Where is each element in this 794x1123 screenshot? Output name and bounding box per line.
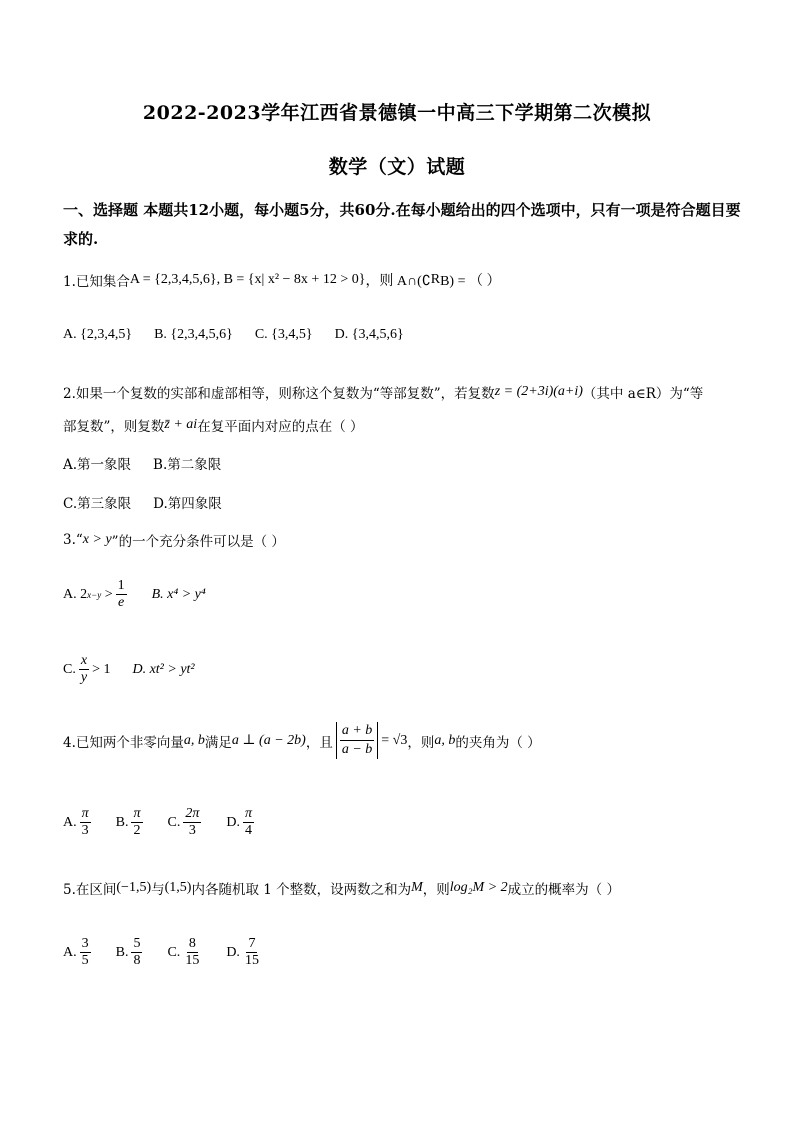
- question-2-line-1: [63, 382, 703, 402]
- q1-sub: R: [430, 272, 441, 287]
- q5-option-b-num: 5: [133, 936, 141, 951]
- q3-text-post: ”的一个充分条件可以是（ ）: [111, 534, 285, 550]
- q5-option-d: [226, 936, 264, 969]
- q5-mid2: 内各随机取 1 个整数，设两数之和为: [191, 882, 412, 898]
- q5-option-c-fraction: [183, 936, 201, 969]
- q3-option-c-fraction: [79, 653, 89, 686]
- q5-option-a: [63, 936, 94, 969]
- q3-option-c-label: C.: [63, 661, 76, 677]
- q1-prefix: 1.已知集合: [63, 274, 130, 290]
- q2-line1-pre: 2.如果一个复数的实部和虚部相等，则称这个复数为“等部复数”，若复数: [63, 386, 495, 402]
- q5-interval-2: (1,5): [164, 880, 192, 895]
- q4-option-b-den: 2: [133, 823, 141, 838]
- q4-mid2: ，且: [305, 734, 333, 751]
- q1-ask: ，则 A∩(∁: [365, 274, 431, 289]
- q4-option-b-num: π: [133, 806, 141, 821]
- q5-option-c-label: C.: [167, 944, 181, 960]
- q4-option-d-label: D.: [226, 814, 240, 830]
- q2-line2-post: 在复平面内对应的点在（ ）: [197, 419, 364, 435]
- q5-option-b-fraction: [131, 936, 142, 969]
- q5-mid1: 与: [151, 882, 165, 898]
- q2-options-row-2: [63, 492, 244, 512]
- q2-option-b: B.第二象限: [153, 457, 222, 473]
- q3-option-b: B. x⁴ > y⁴: [151, 586, 206, 602]
- q2-line1-post: （其中 a∈R）为“等: [582, 386, 704, 402]
- q4-option-d: [226, 806, 257, 839]
- q5-options: [63, 936, 286, 969]
- q3-option-c-rhs: > 1: [92, 661, 111, 677]
- q3-options-row-2: [63, 653, 217, 686]
- q4-option-a-den: 3: [81, 823, 89, 838]
- q4-option-b: [116, 806, 146, 839]
- q3-option-a: [63, 578, 130, 611]
- q2-expr2: z̄ + ai: [164, 417, 198, 432]
- q2-expr: z = (2+3i)(a+i): [494, 384, 583, 399]
- q4-abs-den: a − b: [341, 742, 373, 757]
- q4-option-d-fraction: [243, 806, 254, 839]
- q4-option-c-num: 2π: [185, 806, 200, 821]
- q5-option-d-den: 15: [244, 953, 259, 968]
- q3-option-c-den: y: [80, 670, 88, 685]
- q3-option-a-den: e: [117, 595, 125, 610]
- section-heading: 一、选择题 本题共12小题，每小题5分，共60分.在每小题给出的四个选项中，只有一项是符合题目要求的.: [63, 201, 741, 248]
- q4-option-b-label: B.: [115, 814, 129, 830]
- q1-set-a: A = {2,3,4,5,6}: [129, 272, 217, 287]
- q5-option-d-label: D.: [226, 944, 240, 960]
- q2-option-d: D.第四象限: [153, 496, 222, 512]
- q3-option-a-fraction: [116, 578, 127, 611]
- q2-line2-pre: 部复数”，则复数: [63, 419, 165, 435]
- q2-option-c: C.第三象限: [63, 496, 132, 512]
- q5-option-c-num: 8: [188, 936, 196, 951]
- q4-abs-num: a + b: [340, 722, 374, 741]
- exam-subtitle: 数学（文）试题: [328, 156, 466, 178]
- q4-vecs-2: a, b: [434, 732, 456, 748]
- q4-option-a: [63, 806, 94, 839]
- q3-option-c-num: x: [80, 653, 88, 668]
- q2-option-a: A.第一象限: [63, 457, 132, 473]
- question-3: [63, 530, 285, 550]
- question-4: [63, 722, 541, 759]
- q5-option-d-fraction: [243, 936, 261, 969]
- q4-vecs: a, b: [183, 732, 205, 748]
- q4-option-a-fraction: [80, 806, 91, 839]
- q4-options: [63, 806, 279, 839]
- q3-option-c: [63, 653, 110, 686]
- q5-option-b: [116, 936, 146, 969]
- q5-pre: 5.在区间: [63, 882, 117, 898]
- q5-log: log₂M > 2: [449, 880, 508, 895]
- q5-post: 成立的概率为（ ）: [507, 882, 620, 898]
- q5-option-a-fraction: [80, 936, 91, 969]
- q5-m: M: [411, 880, 423, 895]
- q4-option-a-num: π: [81, 806, 89, 821]
- q4-cond: a ⊥ (a − 2b): [231, 733, 306, 748]
- q4-option-d-num: π: [244, 806, 252, 821]
- q5-option-a-num: 3: [81, 936, 89, 951]
- q4-option-a-label: A.: [63, 814, 77, 830]
- q1-option-a: A. {2,3,4,5}: [63, 327, 133, 342]
- q5-option-c: [167, 936, 204, 969]
- q3-option-a-base: 2: [80, 586, 88, 602]
- q5-option-a-den: 5: [81, 953, 89, 968]
- q4-mid: 满足: [204, 734, 232, 751]
- q1-option-c: C. {3,4,5}: [254, 327, 313, 342]
- exam-title: 2022-2023学年江西省景德镇一中高三下学期第二次模拟: [142, 102, 652, 124]
- q3-options-row-1: [63, 578, 228, 611]
- q3-option-a-gt: >: [104, 586, 113, 602]
- q3-option-d: D. xt² > yt²: [132, 661, 195, 677]
- q3-text-pre: 3.“: [63, 532, 83, 548]
- q4-option-c-fraction: [183, 806, 201, 839]
- q1-set-b: , B = {x| x² − 8x + 12 > 0}: [216, 272, 366, 287]
- q3-option-a-num: 1: [117, 578, 125, 593]
- q5-option-c-den: 15: [185, 953, 200, 968]
- q4-option-c-label: C.: [167, 814, 181, 830]
- q4-option-c: [168, 806, 205, 839]
- q1-option-b: B. {2,3,4,5,6}: [154, 327, 233, 342]
- question-1: [63, 270, 500, 290]
- q5-interval-1: (−1,5): [116, 880, 152, 895]
- question-2-line-2: [63, 415, 364, 435]
- question-5: [63, 878, 620, 898]
- q4-pre: 4.已知两个非零向量: [63, 734, 184, 751]
- q5-option-a-label: A.: [63, 944, 77, 960]
- q4-abs-fraction: [336, 722, 378, 759]
- q3-option-a-exp: x−y: [87, 589, 102, 600]
- q5-mid3: ，则: [422, 882, 450, 898]
- q3-option-a-label: A.: [63, 586, 77, 602]
- q2-options-row-1: [63, 453, 243, 473]
- q4-eq: = √3: [381, 732, 408, 748]
- q1-option-d: D. {3,4,5,6}: [334, 327, 404, 342]
- q4-option-b-fraction: [131, 806, 142, 839]
- q5-option-b-den: 8: [133, 953, 141, 968]
- q1-options: [63, 327, 426, 343]
- q1-ask-end: B) = （ ）: [440, 274, 501, 289]
- q4-post-pre: ，则: [407, 734, 435, 751]
- q5-option-b-label: B.: [115, 944, 129, 960]
- q4-option-c-den: 3: [188, 823, 196, 838]
- q3-expr: x > y: [82, 532, 112, 547]
- q5-option-d-num: 7: [248, 936, 256, 951]
- q4-post: 的夹角为（ ）: [455, 734, 541, 751]
- q4-option-d-den: 4: [244, 823, 252, 838]
